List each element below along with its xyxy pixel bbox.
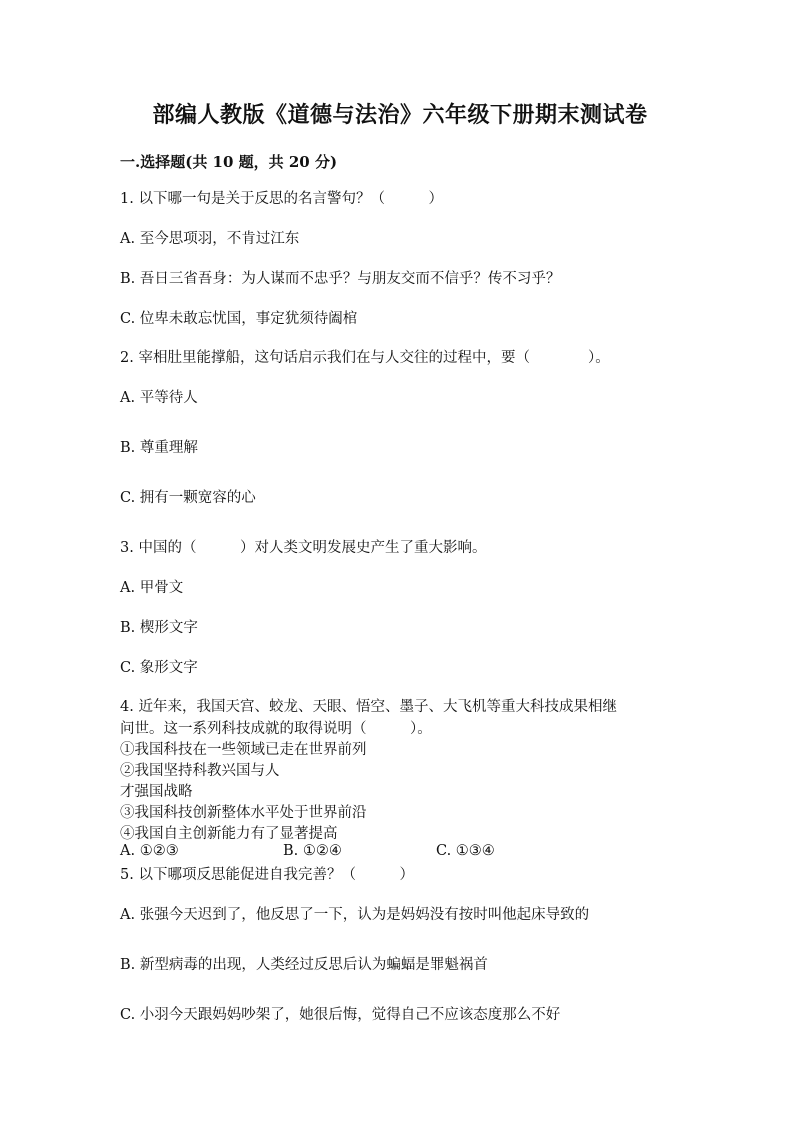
- question-4-item-2: ②我国坚持科教兴国与人: [120, 763, 280, 779]
- question-5-option-a: A. 张强今天迟到了，他反思了一下，认为是妈妈没有按时叫他起床导致的: [120, 907, 590, 923]
- question-1-option-b: B. 吾日三省吾身：为人谋而不忠乎？与朋友交而不信乎？传不习乎？: [120, 271, 561, 287]
- question-4-option-a: A. ①②③: [120, 843, 179, 859]
- question-3-option-c: C. 象形文字: [120, 660, 198, 676]
- question-4-option-c: C. ①③④: [436, 843, 495, 859]
- question-2-stem: 2. 宰相肚里能撑船，这句话启示我们在与人交往的过程中，要（ ）。: [120, 350, 610, 366]
- question-1-option-c: C. 位卑未敢忘忧国，事定犹须待阖棺: [120, 311, 358, 327]
- question-5-option-b: B. 新型病毒的出现，人类经过反思后认为蝙蝠是罪魁祸首: [120, 957, 488, 973]
- question-2-option-a: A. 平等待人: [120, 390, 198, 406]
- section-heading: 一.选择题(共 10 题，共 20 分): [120, 153, 338, 171]
- question-2-option-c: C. 拥有一颗宽容的心: [120, 490, 256, 506]
- question-4-item-2-continued: 才强国战略: [120, 784, 193, 800]
- page-title: 部编人教版《道德与法治》六年级下册期末测试卷: [152, 102, 648, 128]
- question-4-stem-line-2: 问世。这一系列科技成就的取得说明（ ）。: [120, 721, 432, 737]
- question-3-option-b: B. 楔形文字: [120, 620, 198, 636]
- question-4-item-3: ③我国科技创新整体水平处于世界前沿: [120, 805, 367, 821]
- question-4-option-b: B. ①②④: [283, 843, 342, 859]
- question-5-stem: 5. 以下哪项反思能促进自我完善？（ ）: [120, 867, 414, 883]
- question-4-stem-line-1: 4. 近年来，我国天宫、蛟龙、天眼、悟空、墨子、大飞机等重大科技成果相继: [120, 699, 617, 715]
- question-2-option-b: B. 尊重理解: [120, 440, 198, 456]
- question-5-option-c: C. 小羽今天跟妈妈吵架了，她很后悔，觉得自己不应该态度那么不好: [120, 1007, 561, 1023]
- question-3-option-a: A. 甲骨文: [120, 580, 184, 596]
- question-4-item-1: ①我国科技在一些领域已走在世界前列: [120, 742, 367, 758]
- question-3-stem: 3. 中国的（ ）对人类文明发展史产生了重大影响。: [120, 540, 487, 556]
- question-1-stem: 1. 以下哪一句是关于反思的名言警句？（ ）: [120, 191, 443, 207]
- question-1-option-a: A. 至今思项羽，不肯过江东: [120, 231, 300, 247]
- question-4-item-4: ④我国自主创新能力有了显著提高: [120, 826, 338, 842]
